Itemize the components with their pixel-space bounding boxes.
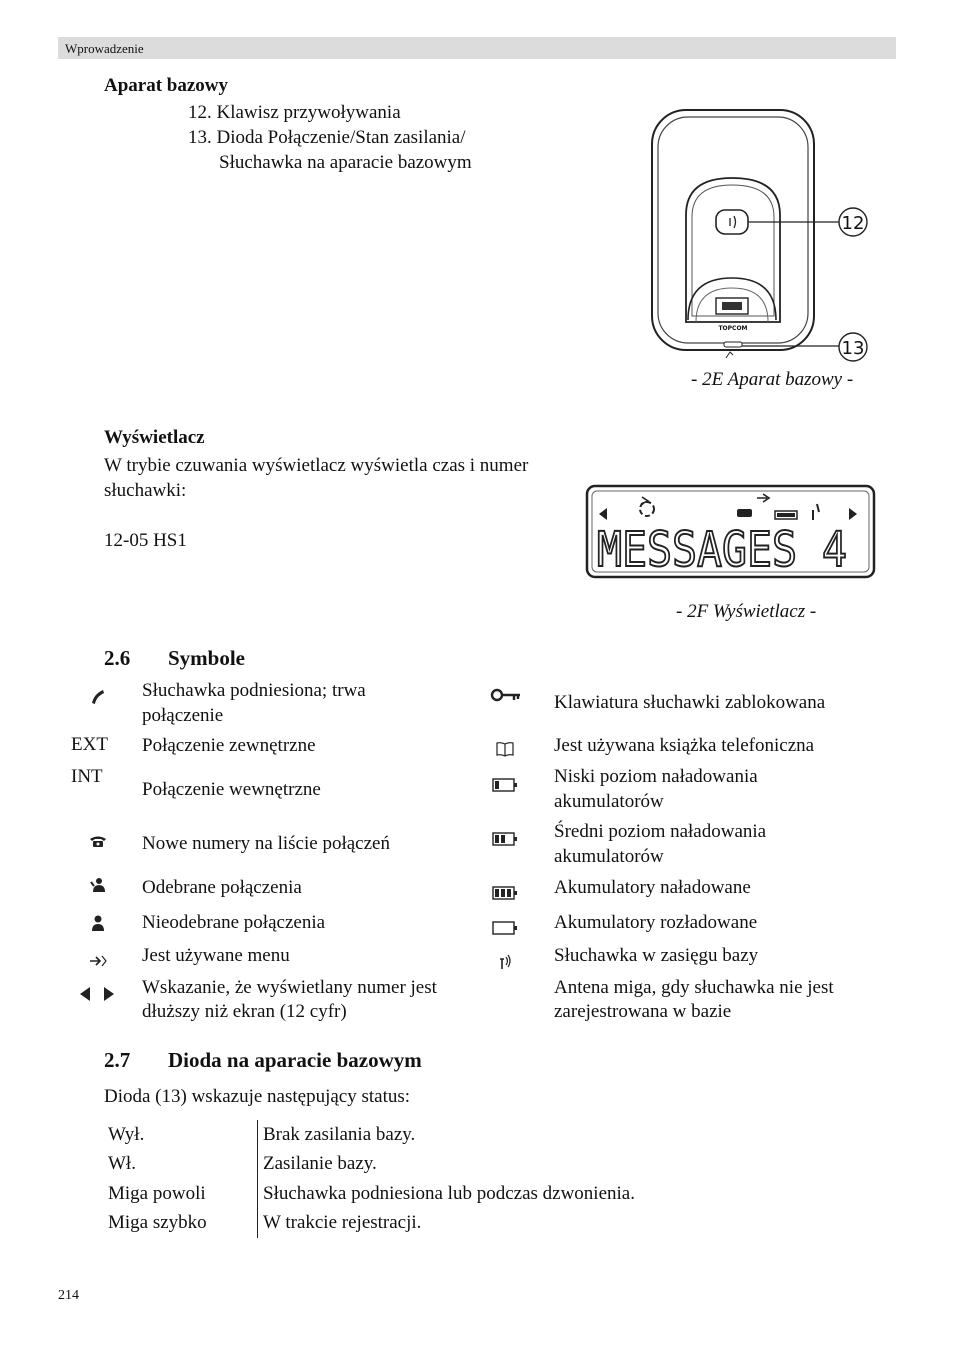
led-meaning: W trakcie rejestracji. (263, 1212, 422, 1234)
display-heading: Wyświetlacz (104, 427, 205, 448)
symbol-desc-battery-low-l1: Niski poziom naładowania (554, 766, 758, 787)
header-bar (58, 37, 896, 59)
symbol-desc-missed: Nieodebrane połączenia (142, 912, 326, 933)
answered-call-icon (89, 876, 107, 894)
led-state: Wył. (104, 1120, 258, 1150)
section-2-7-number: 2.7 (104, 1048, 131, 1072)
phone-new-calls-icon (88, 834, 108, 848)
led-meaning: Zasilanie bazy. (263, 1153, 377, 1175)
running-header: Wprowadzenie (65, 41, 144, 56)
symbol-desc-key-lock: Klawiatura słuchawki zablokowana (554, 692, 826, 713)
battery-medium-icon (492, 831, 518, 847)
led-meaning: Brak zasilania bazy. (263, 1123, 416, 1145)
display-text-line2: słuchawki: (104, 480, 187, 501)
display-example: 12-05 HS1 (104, 530, 187, 551)
antenna-icon (498, 953, 514, 971)
led-intro: Dioda (13) wskazuje następujący status: (104, 1086, 411, 1107)
section-2-6-title: Symbole (168, 646, 246, 670)
table-row (104, 1179, 639, 1209)
base-heading: Aparat bazowy (104, 75, 229, 96)
symbol-desc-antenna-blink-l2: zarejestrowana w bazie (554, 1001, 732, 1022)
symbol-desc-antenna-blink-l1: Antena miga, gdy słuchawka nie jest (554, 977, 834, 998)
phonebook-icon (495, 741, 515, 757)
missed-call-person-icon (89, 914, 107, 932)
base-item-13-line1: 13. Dioda Połączenie/Stan zasilania/ (188, 127, 466, 148)
symbol-desc-arrows-l1: Wskazanie, że wyświetlany numer jest (142, 977, 437, 998)
symbol-desc-battery-medium-l2: akumulatorów (554, 846, 664, 867)
led-status-table (104, 1120, 639, 1238)
brand-logo: TOPCOM (718, 325, 748, 332)
callout-13: 13 (841, 338, 865, 359)
int-symbol: INT (71, 766, 103, 787)
figure-2e-caption: - 2E Aparat bazowy - (691, 369, 854, 390)
symbol-desc-ext: Połączenie zewnętrzne (142, 735, 316, 756)
symbol-desc-handset-l2: połączenie (142, 705, 224, 726)
base-item-13-line2: Słuchawka na aparacie bazowym (219, 152, 472, 173)
symbol-desc-battery-low-l2: akumulatorów (554, 791, 664, 812)
key-lock-icon (490, 688, 522, 704)
battery-full-icon (492, 885, 518, 901)
table-row (104, 1120, 639, 1150)
handset-off-hook-icon (88, 687, 108, 707)
display-text-line1: W trybie czuwania wyświetlacz wyświetla czas i numer (104, 455, 529, 476)
left-right-arrows-icon (78, 985, 116, 1003)
base-item-12: 12. Klawisz przywoływania (188, 102, 401, 123)
menu-arrow-icon (88, 952, 108, 970)
ext-symbol: EXT (71, 734, 108, 755)
led-meaning: Słuchawka podniesiona lub podczas dzwonienia. (263, 1182, 635, 1204)
table-row (104, 1209, 639, 1239)
symbol-desc-battery-full: Akumulatory naładowane (554, 877, 751, 898)
symbol-desc-int: Połączenie wewnętrzne (142, 779, 321, 800)
symbol-desc-handset-l1: Słuchawka podniesiona; trwa (142, 680, 366, 701)
section-2-7-title: Dioda na aparacie bazowym (168, 1048, 422, 1072)
base-station-illustration (640, 100, 880, 365)
symbol-desc-phonebook: Jest używana książka telefoniczna (554, 735, 815, 756)
symbol-desc-answered: Odebrane połączenia (142, 877, 302, 898)
symbol-desc-new-calls: Nowe numery na liście połączeń (142, 833, 390, 854)
symbol-desc-menu: Jest używane menu (142, 945, 290, 966)
battery-empty-icon (492, 920, 518, 936)
lcd-text: MESSAGES 4 (597, 522, 847, 578)
led-state: Wł. (104, 1150, 258, 1180)
led-state: Miga powoli (104, 1179, 258, 1209)
symbol-desc-battery-medium-l1: Średni poziom naładowania (554, 821, 767, 842)
battery-low-icon (492, 777, 518, 793)
callout-12: 12 (841, 213, 865, 234)
page-number: 214 (58, 1288, 79, 1303)
table-row (104, 1150, 639, 1180)
figure-2f-caption: - 2F Wyświetlacz - (676, 601, 817, 622)
lcd-display (585, 484, 877, 580)
symbol-desc-arrows-l2: dłuższy niż ekran (12 cyfr) (142, 1001, 347, 1022)
symbol-desc-battery-empty: Akumulatory rozładowane (554, 912, 758, 933)
section-2-6-number: 2.6 (104, 646, 131, 670)
symbol-desc-antenna: Słuchawka w zasięgu bazy (554, 945, 759, 966)
led-state: Miga szybko (104, 1209, 258, 1239)
